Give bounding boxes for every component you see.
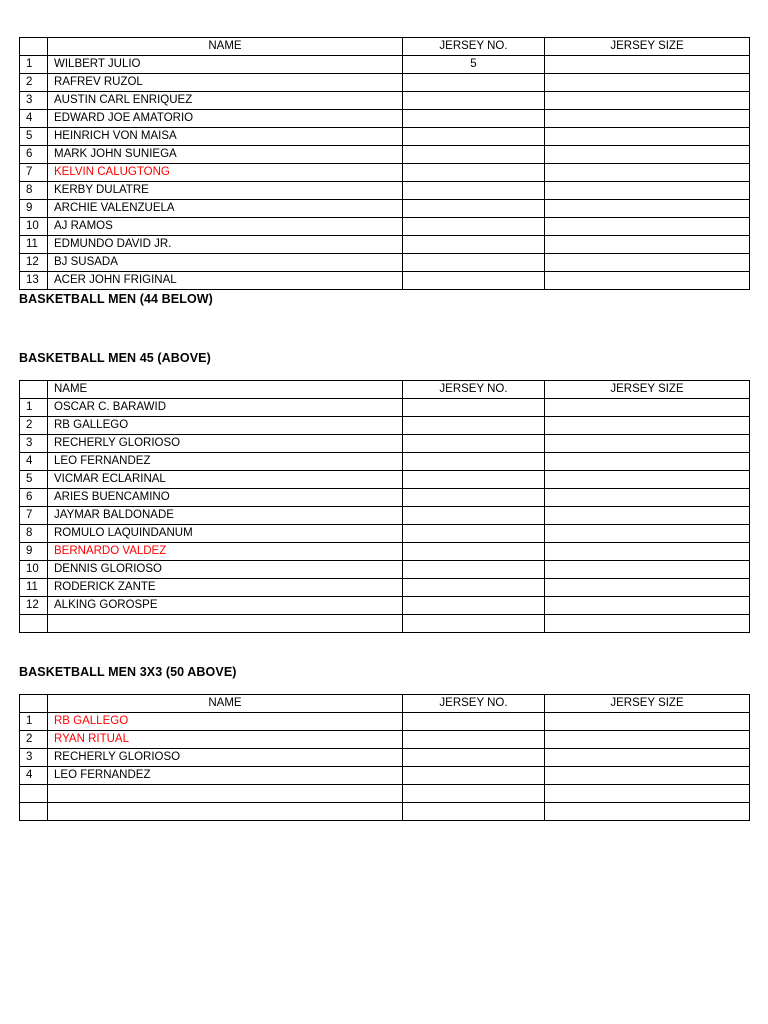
header-jersey-no: JERSEY NO. — [403, 38, 545, 56]
table-row — [20, 713, 750, 731]
jersey-size — [545, 731, 750, 749]
player-name: WILBERT JULIO — [48, 56, 403, 74]
jersey-number — [403, 200, 545, 218]
row-number: 4 — [20, 767, 48, 785]
jersey-size — [545, 146, 750, 164]
jersey-size — [545, 525, 750, 543]
row-number — [20, 785, 48, 803]
row-number: 12 — [20, 254, 48, 272]
row-number: 12 — [20, 597, 48, 615]
jersey-number — [403, 272, 545, 290]
row-number: 9 — [20, 543, 48, 561]
jersey-size — [545, 218, 750, 236]
jersey-number — [403, 435, 545, 453]
table-row — [20, 543, 750, 561]
jersey-size — [545, 767, 750, 785]
jersey-number — [403, 731, 545, 749]
row-number: 5 — [20, 128, 48, 146]
row-number: 8 — [20, 182, 48, 200]
jersey-size — [545, 749, 750, 767]
jersey-size — [545, 92, 750, 110]
table-row — [20, 507, 750, 525]
table-row — [20, 803, 750, 821]
player-name: AUSTIN CARL ENRIQUEZ — [48, 92, 403, 110]
player-name: ARCHIE VALENZUELA — [48, 200, 403, 218]
player-name: ARIES BUENCAMINO — [48, 489, 403, 507]
player-name: RYAN RITUAL — [48, 731, 403, 749]
player-name: EDMUNDO DAVID JR. — [48, 236, 403, 254]
jersey-size — [545, 272, 750, 290]
jersey-size — [545, 713, 750, 731]
table-row — [20, 128, 750, 146]
row-number: 4 — [20, 453, 48, 471]
table-row — [20, 236, 750, 254]
jersey-number — [403, 453, 545, 471]
player-name: RAFREV RUZOL — [48, 74, 403, 92]
player-name: LEO FERNANDEZ — [48, 767, 403, 785]
jersey-number — [403, 803, 545, 821]
header-jersey-size: JERSEY SIZE — [545, 695, 750, 713]
table-row — [20, 579, 750, 597]
row-number: 1 — [20, 56, 48, 74]
jersey-number — [403, 92, 545, 110]
header-num — [20, 695, 48, 713]
player-name: EDWARD JOE AMATORIO — [48, 110, 403, 128]
jersey-number: 5 — [403, 56, 545, 74]
jersey-size — [545, 615, 750, 633]
jersey-number — [403, 579, 545, 597]
jersey-number — [403, 254, 545, 272]
section-title-3x3-50-above: BASKETBALL MEN 3X3 (50 ABOVE) — [19, 665, 237, 679]
row-number: 8 — [20, 525, 48, 543]
jersey-size — [545, 489, 750, 507]
row-number: 2 — [20, 74, 48, 92]
section-title-44-below: BASKETBALL MEN (44 BELOW) — [19, 292, 213, 306]
jersey-number — [403, 110, 545, 128]
row-number: 1 — [20, 399, 48, 417]
table-row — [20, 92, 750, 110]
jersey-number — [403, 543, 545, 561]
jersey-size — [545, 110, 750, 128]
row-number: 10 — [20, 561, 48, 579]
player-name: KERBY DULATRE — [48, 182, 403, 200]
table-row — [20, 731, 750, 749]
header-jersey-size: JERSEY SIZE — [545, 38, 750, 56]
table-row — [20, 110, 750, 128]
jersey-number — [403, 74, 545, 92]
table-row — [20, 453, 750, 471]
header-num — [20, 381, 48, 399]
header-name: NAME — [48, 38, 403, 56]
jersey-size — [545, 453, 750, 471]
table-body — [20, 399, 750, 633]
row-number: 2 — [20, 731, 48, 749]
table-body — [20, 56, 750, 290]
row-number — [20, 615, 48, 633]
jersey-number — [403, 417, 545, 435]
player-name: KELVIN CALUGTONG — [48, 164, 403, 182]
jersey-size — [545, 435, 750, 453]
table-row — [20, 417, 750, 435]
row-number: 1 — [20, 713, 48, 731]
player-name: RECHERLY GLORIOSO — [48, 435, 403, 453]
roster-table-44-below — [19, 37, 750, 290]
player-name — [48, 615, 403, 633]
row-number: 3 — [20, 435, 48, 453]
table-row — [20, 471, 750, 489]
jersey-number — [403, 615, 545, 633]
player-name: MARK JOHN SUNIEGA — [48, 146, 403, 164]
table-row — [20, 254, 750, 272]
row-number: 11 — [20, 579, 48, 597]
table-row — [20, 561, 750, 579]
row-number: 6 — [20, 489, 48, 507]
table-row — [20, 164, 750, 182]
table-row — [20, 218, 750, 236]
player-name: JAYMAR BALDONADE — [48, 507, 403, 525]
jersey-size — [545, 164, 750, 182]
jersey-size — [545, 803, 750, 821]
jersey-size — [545, 579, 750, 597]
roster-table-45-above — [19, 380, 750, 633]
jersey-number — [403, 749, 545, 767]
jersey-number — [403, 525, 545, 543]
table-row — [20, 489, 750, 507]
jersey-number — [403, 767, 545, 785]
jersey-number — [403, 561, 545, 579]
header-jersey-size: JERSEY SIZE — [545, 381, 750, 399]
table-body — [20, 713, 750, 821]
jersey-number — [403, 182, 545, 200]
jersey-number — [403, 164, 545, 182]
jersey-number — [403, 236, 545, 254]
table-row — [20, 146, 750, 164]
row-number: 6 — [20, 146, 48, 164]
player-name: OSCAR C. BARAWID — [48, 399, 403, 417]
header-name: NAME — [48, 695, 403, 713]
table-row — [20, 200, 750, 218]
jersey-number — [403, 399, 545, 417]
row-number: 7 — [20, 507, 48, 525]
table-row — [20, 182, 750, 200]
jersey-number — [403, 128, 545, 146]
row-number: 3 — [20, 749, 48, 767]
jersey-size — [545, 254, 750, 272]
table-row — [20, 597, 750, 615]
table-header-row — [20, 38, 750, 56]
header-jersey-no: JERSEY NO. — [403, 381, 545, 399]
player-name: DENNIS GLORIOSO — [48, 561, 403, 579]
row-number: 2 — [20, 417, 48, 435]
table-row — [20, 399, 750, 417]
table-row — [20, 525, 750, 543]
table-row — [20, 74, 750, 92]
jersey-number — [403, 489, 545, 507]
jersey-number — [403, 471, 545, 489]
table-row — [20, 767, 750, 785]
table-row — [20, 435, 750, 453]
row-number: 13 — [20, 272, 48, 290]
player-name — [48, 803, 403, 821]
section-title-45-above: BASKETBALL MEN 45 (ABOVE) — [19, 351, 211, 365]
jersey-size — [545, 597, 750, 615]
jersey-number — [403, 507, 545, 525]
player-name: RECHERLY GLORIOSO — [48, 749, 403, 767]
table-row — [20, 272, 750, 290]
player-name: BERNARDO VALDEZ — [48, 543, 403, 561]
player-name: BJ SUSADA — [48, 254, 403, 272]
header-name: NAME — [48, 381, 403, 399]
jersey-size — [545, 507, 750, 525]
player-name: HEINRICH VON MAISA — [48, 128, 403, 146]
jersey-size — [545, 56, 750, 74]
player-name: ACER JOHN FRIGINAL — [48, 272, 403, 290]
jersey-size — [545, 74, 750, 92]
jersey-size — [545, 785, 750, 803]
table-header-row — [20, 695, 750, 713]
table-row — [20, 749, 750, 767]
jersey-size — [545, 471, 750, 489]
row-number: 7 — [20, 164, 48, 182]
player-name: ALKING GOROSPE — [48, 597, 403, 615]
jersey-size — [545, 417, 750, 435]
player-name: AJ RAMOS — [48, 218, 403, 236]
jersey-size — [545, 128, 750, 146]
row-number: 10 — [20, 218, 48, 236]
jersey-number — [403, 713, 545, 731]
player-name: RB GALLEGO — [48, 417, 403, 435]
header-num — [20, 38, 48, 56]
jersey-size — [545, 543, 750, 561]
jersey-size — [545, 399, 750, 417]
jersey-size — [545, 561, 750, 579]
row-number — [20, 803, 48, 821]
row-number: 3 — [20, 92, 48, 110]
jersey-number — [403, 785, 545, 803]
table-row — [20, 56, 750, 74]
table-header-row — [20, 381, 750, 399]
jersey-number — [403, 218, 545, 236]
player-name: ROMULO LAQUINDANUM — [48, 525, 403, 543]
table-row — [20, 785, 750, 803]
player-name: VICMAR ECLARINAL — [48, 471, 403, 489]
player-name: RODERICK ZANTE — [48, 579, 403, 597]
jersey-number — [403, 597, 545, 615]
player-name: RB GALLEGO — [48, 713, 403, 731]
jersey-size — [545, 182, 750, 200]
header-jersey-no: JERSEY NO. — [403, 695, 545, 713]
row-number: 11 — [20, 236, 48, 254]
roster-table-3x3-50-above — [19, 694, 750, 821]
player-name — [48, 785, 403, 803]
player-name: LEO FERNANDEZ — [48, 453, 403, 471]
table-row — [20, 615, 750, 633]
row-number: 4 — [20, 110, 48, 128]
jersey-size — [545, 236, 750, 254]
row-number: 9 — [20, 200, 48, 218]
jersey-size — [545, 200, 750, 218]
jersey-number — [403, 146, 545, 164]
row-number: 5 — [20, 471, 48, 489]
